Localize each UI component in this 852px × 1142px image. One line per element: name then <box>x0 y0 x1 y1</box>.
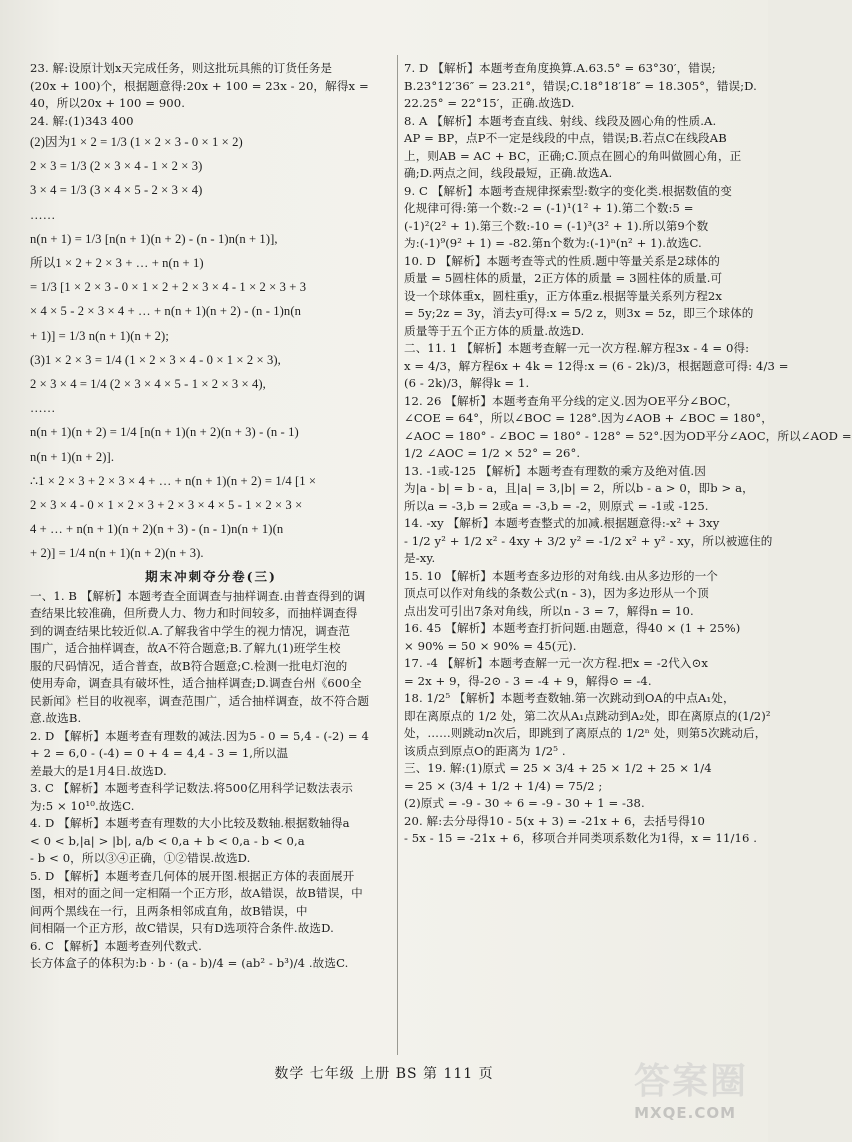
text-line: 三、19. 解:(1)原式 = 25 × 3/4 + 25 × 1/2 + 25 × 1/4 <box>404 761 712 775</box>
text-line: 意.故选B. <box>30 711 82 726</box>
text-line: 为|a - b| = b - a，且|a| = 3,|b| = 2，所以b - a > 0，即b > a， <box>404 481 754 495</box>
text-line: 化规律可得:第一个数:-2 = (-1)¹(1² + 1).第二个数:5 = <box>404 201 694 215</box>
text-line: 1/2 ∠AOC = 1/2 × 52° = 26°. <box>404 446 581 460</box>
text-line: 质量等于五个正方体的质量.故选D. <box>404 323 585 338</box>
text-line: 16. 45 【解析】本题考查打折问题.由题意，得40 × (1 + 25%) <box>404 621 741 635</box>
text-line: 6. C 【解析】本题考查列代数式. <box>30 938 202 953</box>
text-line: 为:5 × 10¹⁰.故选C. <box>30 798 135 813</box>
text-line: 18. 1/2⁵ 【解析】本题考查数轴.第一次跳动到OA的中点A₁处， <box>404 691 735 705</box>
text-line: ∴1 × 2 × 3 + 2 × 3 × 4 + … + n(n + 1)(n + 2) = 1/4 [1 × <box>30 473 317 488</box>
text-line: 23. 解:设原计划x天完成任务，则这批玩具熊的订货任务是 <box>30 61 333 75</box>
text-line: B.23°12′36″ = 23.21°，错误;C.18°18′18″ = 18.305°，错误;D. <box>404 78 757 93</box>
text-line: 确;D.两点之间，线段最短，正确.故选A. <box>404 166 613 180</box>
text-line: (20x + 100)个，根据题意得:20x + 100 = 23x - 20，解得x = <box>30 78 369 93</box>
text-line: 2. D 【解析】本题考查有理数的减法.因为5 - 0 = 5,4 - (-2) = 4 <box>30 728 369 743</box>
text-line: + 2 = 6,0 - (-4) = 0 + 4 = 4,4 - 3 = 1,所以温 <box>30 746 289 761</box>
text-line: n(n + 1)(n + 2)]. <box>30 449 115 464</box>
watermark <box>606 1061 756 1128</box>
text-line: 一、1. B 【解析】本题考查全面调查与抽样调查.由普查得到的调 <box>30 588 366 603</box>
text-line: ∠AOC = 180° - ∠BOC = 180° - 128° = 52°.因为OD平分∠AOC，所以∠AOD = <box>404 428 852 443</box>
text-line: AP = BP，点P不一定是线段的中点，错误;B.若点C在线段AB <box>404 131 727 145</box>
text-line: < 0 < b,|a| > |b|, a/b < 0,a + b < 0,a - b < 0,a <box>30 833 305 848</box>
text-line: 14. -xy 【解析】本题考查整式的加减.根据题意得:-x² + 3xy <box>404 516 720 530</box>
text-line: 质量 = 5圆柱体的质量，2正方体的质量 = 3圆柱体的质量.可 <box>404 271 723 285</box>
text-line: 点出发可引出7条对角线，所以n - 3 = 7，解得n = 10. <box>404 603 694 618</box>
text-line: 24. 解:(1)343 400 <box>30 113 134 128</box>
section-title: 期末冲刺夺分卷(三) <box>145 568 277 584</box>
watermark-logo-text: 答案圈 <box>633 1061 748 1102</box>
text-line: 到的调查结果比较近似.A.了解我省中学生的视力情况，调查范 <box>30 623 351 638</box>
right-column <box>404 60 852 848</box>
text-line: 二、11. 1 【解析】本题考查解一元一次方程.解方程3x - 4 = 0得: <box>404 341 750 355</box>
text-line: 顶点可以作对角线的条数公式(n - 3)，因为多边形从一个顶 <box>404 586 709 600</box>
text-line: 上，则AB = AC + BC，正确;C.顶点在圆心的角叫做圆心角，正 <box>404 148 742 163</box>
text-line: - b < 0，所以③④正确，①②错误.故选D. <box>30 851 251 866</box>
text-line: 2 × 3 × 4 = 1/4 (2 × 3 × 4 × 5 - 1 × 2 × 3 × 4), <box>30 377 266 392</box>
text-line: 差最大的是1月4日.故选D. <box>30 763 167 778</box>
text-line: 10. D 【解析】本题考查等式的性质.题中等量关系是2球体的 <box>404 253 720 268</box>
text-line: n(n + 1)(n + 2) = 1/4 [n(n + 1)(n + 2)(n + 3) - (n - 1) <box>30 425 299 440</box>
text-line: 围广，适合抽样调查，故A不符合题意;B.了解九(1)班学生校 <box>30 641 341 656</box>
text-line: 查结果比较准确，但所费人力、物力和时间较多，而抽样调查得 <box>30 606 358 621</box>
text-line: 该质点到原点O的距离为 1/2⁵ . <box>404 743 566 758</box>
text-line: (3)1 × 2 × 3 = 1/4 (1 × 2 × 3 × 4 - 0 × 1 × 2 × 3), <box>30 352 281 367</box>
text-line: 2 × 3 = 1/3 (2 × 3 × 4 - 1 × 2 × 3) <box>30 159 203 174</box>
text-line: + 2)] = 1/4 n(n + 1)(n + 2)(n + 3). <box>30 546 204 561</box>
text-line: x = 4/3，解方程6x + 4k = 12得:x = (6 - 2k)/3，根据题意可得: 4/3 = <box>404 358 789 373</box>
text-line: 服的尺码情况，适合普查，故B符合题意;C.检测一批电灯泡的 <box>30 658 348 673</box>
text-line: 为:(-1)⁹(9² + 1) = -82.第n个数为:(-1)ⁿ(n² + 1).故选C. <box>404 236 702 250</box>
text-line: = 5y;2z = 3y，消去y可得:x = 5/2 z，则3x = 5z，即三个球体的 <box>404 306 754 320</box>
text-line: 22.25° = 22°15′，正确.故选D. <box>404 96 575 110</box>
text-line: - 5x - 15 = -21x + 6，移项合并同类项系数化为1得，x = 11/16 . <box>404 831 758 845</box>
text-line: (2)原式 = -9 - 30 ÷ 6 = -9 - 30 + 1 = -38. <box>404 796 645 810</box>
text-line: 间两个黑线在一行，且两条相邻成直角，故B错误，中 <box>30 903 308 918</box>
text-line: 所以1 × 2 + 2 × 3 + … + n(n + 1) <box>30 256 204 271</box>
text-line: …… <box>30 207 56 222</box>
text-line: 图，相对的面之间一定相隔一个正方形，故A错误，故B错误，中 <box>30 886 363 901</box>
text-line: × 90% = 50 × 90% = 45(元). <box>404 638 577 653</box>
page-footer: 数学 七年级 上册 BS 第 111 页 <box>274 1066 494 1082</box>
text-line: = 25 × (3/4 + 1/2 + 1/4) = 75/2 ; <box>404 778 603 793</box>
watermark-url: MXQE.COM <box>634 1104 736 1122</box>
text-line: 3 × 4 = 1/3 (3 × 4 × 5 - 2 × 3 × 4) <box>30 183 203 198</box>
text-line: 所以a = -3,b = 2或a = -3,b = -2，则原式 = -1或 -125. <box>404 498 709 513</box>
text-line: × 4 × 5 - 2 × 3 × 4 + … + n(n + 1)(n + 2) - (n - 1)n(n <box>30 304 302 319</box>
text-line: 17. -4 【解析】本题考查解一元一次方程.把x = -2代入⊙x <box>404 656 709 670</box>
text-line: 2 × 3 × 4 - 0 × 1 × 2 × 3 + 2 × 3 × 4 × 5 - 1 × 2 × 3 × <box>30 498 303 513</box>
text-line: 3. C 【解析】本题考查科学记数法.将500亿用科学记数法表示 <box>30 781 353 796</box>
text-line: 是-xy. <box>404 551 436 565</box>
text-line: 13. -1或-125 【解析】本题考查有理数的乘方及绝对值.因 <box>404 463 706 478</box>
left-column <box>30 60 392 973</box>
text-line: 4. D 【解析】本题考查有理数的大小比较及数轴.根据数轴得a <box>30 816 350 831</box>
text-line: 设一个球体重x，圆柱重y，正方体重z.根据等量关系列方程2x <box>404 288 723 303</box>
text-line: ∠COE = 64°，所以∠BOC = 128°.因为∠AOB + ∠BOC = 180°， <box>404 411 773 425</box>
text-line: 12. 26 【解析】本题考查角平分线的定义.因为OE平分∠BOC， <box>404 393 739 408</box>
text-line: 7. D 【解析】本题考查角度换算.A.63.5° = 63°30′，错误; <box>404 61 716 75</box>
text-line: n(n + 1) = 1/3 [n(n + 1)(n + 2) - (n - 1)n(n + 1)], <box>30 231 278 246</box>
text-line: (6 - 2k)/3，解得k = 1. <box>404 376 530 390</box>
text-line: 使用寿命，调查具有破坏性，适合抽样调查;D.调查台州《600全 <box>30 676 362 691</box>
text-line: 处，……则跳动n次后，即跳到了离原点的 1/2ⁿ 处，则第5次跳动后， <box>404 726 767 740</box>
text-line: 即在离原点的 1/2 处，第二次从A₁点跳动到A₂处，即在离原点的(1/2)² <box>404 708 771 723</box>
column-divider <box>397 55 398 1055</box>
text-line: = 2x + 9，得-2⊙ - 3 = -4 + 9，解得⊙ = -4. <box>404 673 652 688</box>
text-line: 间相隔一个正方形，故C错误，只有D选项符合条件.故选D. <box>30 921 334 936</box>
text-line: (-1)²(2² + 1).第三个数:-10 = (-1)³(3² + 1).所以第9个数 <box>404 218 709 233</box>
text-line: 20. 解:去分母得10 - 5(x + 3) = -21x + 6，去括号得10 <box>404 813 706 828</box>
text-line: (2)因为1 × 2 = 1/3 (1 × 2 × 3 - 0 × 1 × 2) <box>30 135 243 149</box>
text-line: …… <box>30 401 56 416</box>
text-line: 40，所以20x + 100 = 900. <box>30 96 186 110</box>
text-line: = 1/3 [1 × 2 × 3 - 0 × 1 × 2 + 2 × 3 × 4 - 1 × 2 × 3 + 3 <box>30 280 307 295</box>
text-line: 民新闻》栏目的收视率，调查范围广，适合抽样调查，故不符合题 <box>30 693 370 708</box>
text-line: 4 + … + n(n + 1)(n + 2)(n + 3) - (n - 1)n(n + 1)(n <box>30 522 284 537</box>
text-line: - 1/2 y² + 1/2 x² - 4xy + 3/2 y² = -1/2 x² + y² - xy，所以被遮住的 <box>404 533 773 548</box>
text-line: + 1)] = 1/3 n(n + 1)(n + 2); <box>30 328 169 343</box>
text-line: 9. C 【解析】本题考查规律探索型:数字的变化类.根据数值的变 <box>404 183 732 198</box>
text-line: 5. D 【解析】本题考查几何体的展开图.根据正方体的表面展开 <box>30 868 355 883</box>
text-line: 15. 10 【解析】本题考查多边形的对角线.由从多边形的一个 <box>404 568 719 583</box>
text-line: 8. A 【解析】本题考查直线、射线、线段及圆心角的性质.A. <box>404 113 717 128</box>
text-line: 长方体盒子的体积为:b · b · (a - b)/4 = (ab² - b³)/4 .故选C. <box>30 956 349 971</box>
